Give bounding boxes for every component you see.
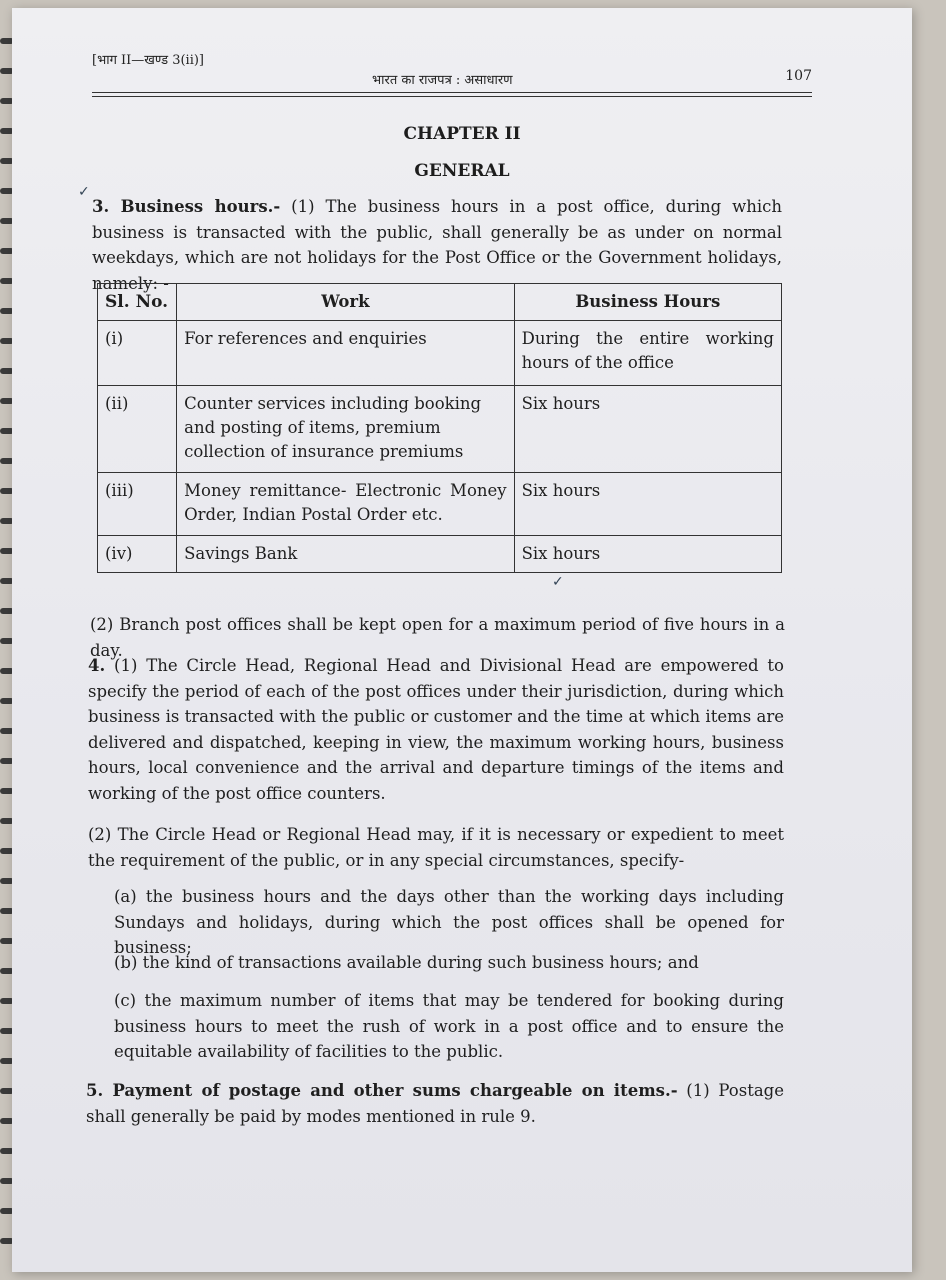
rule-5-heading: 5. Payment of postage and other sums chargeable on items.- bbox=[86, 1081, 678, 1100]
cell-work: For references and enquiries bbox=[177, 321, 514, 386]
rule-4-clause-b: (b) the kind of transactions available during such business hours; and bbox=[114, 953, 699, 972]
rule-5-text: (1) Postage shall generally be paid by modes mentioned in rule 9. bbox=[86, 1081, 784, 1126]
cell-sl-no: (i) bbox=[98, 321, 177, 386]
table-header-row bbox=[98, 284, 782, 321]
chapter-heading: CHAPTER II bbox=[403, 124, 521, 144]
rule-3-subrule-2: (2) Branch post offices shall be kept open for a maximum period of five hours in a day. bbox=[90, 615, 785, 660]
business-hours-table bbox=[97, 283, 782, 573]
section-heading: GENERAL bbox=[414, 161, 510, 181]
table-row bbox=[98, 536, 782, 573]
rule-4-paragraph-1 bbox=[88, 653, 784, 806]
table-row bbox=[98, 473, 782, 536]
handwritten-tick-mark: ✓ bbox=[78, 184, 90, 200]
header-part-label: [भाग II—खण्ड 3(ii)] bbox=[92, 53, 204, 68]
document-page bbox=[12, 8, 912, 1272]
table-row bbox=[98, 321, 782, 386]
rule-3-heading: 3. Business hours.- bbox=[92, 197, 281, 216]
rule-3-paragraph bbox=[92, 194, 782, 296]
cell-sl-no: (ii) bbox=[98, 386, 177, 473]
header-gazette-title: भारत का राजपत्र : असाधारण bbox=[372, 73, 513, 88]
header-business-hours: Business Hours bbox=[514, 284, 781, 321]
cell-sl-no: (iii) bbox=[98, 473, 177, 536]
header-sl-no: Sl. No. bbox=[98, 284, 177, 321]
cell-work: Savings Bank bbox=[177, 536, 514, 573]
cell-business-hours: Six hours bbox=[514, 386, 781, 473]
cell-business-hours: During the entire working hours of the office bbox=[514, 321, 781, 386]
page-number: 107 bbox=[785, 68, 812, 84]
rule-4-clause-a: (a) the business hours and the days other than the working days including Sundays and holidays, during which the post offices shall be opened for business; bbox=[114, 887, 784, 957]
header-work: Work bbox=[177, 284, 514, 321]
rule-3-text: (1) The business hours in a post office, during which business is transacted with the public, shall generally be as under on normal weekdays, which are not holidays for the Post Office or the Government holidays, namely: - bbox=[92, 197, 783, 293]
handwritten-tick-mark: ✓ bbox=[552, 574, 564, 590]
rule-4-paragraph-2: (2) The Circle Head or Regional Head may, if it is necessary or expedient to meet the requirement of the public, or in any special circumstances, specify- bbox=[88, 825, 784, 870]
header-rule bbox=[92, 92, 812, 97]
rule-4-number: 4. bbox=[88, 656, 106, 675]
table-row bbox=[98, 386, 782, 473]
cell-business-hours: Six hours bbox=[514, 473, 781, 536]
cell-business-hours: Six hours bbox=[514, 536, 781, 573]
cell-work: Money remittance- Electronic Money Order, Indian Postal Order etc. bbox=[177, 473, 514, 536]
cell-work: Counter services including booking and posting of items, premium collection of insurance premiums bbox=[177, 386, 514, 473]
rule-4-text-1: (1) The Circle Head, Regional Head and Divisional Head are empowered to specify the period of each of the post offices under their jurisdiction, during which business is transacted with the public or customer and the time at which items are delivered and dispatched, keeping in view, the maximum working hours, business hours, local convenience and the arrival and departure timings of the items and working of the post office counters. bbox=[88, 656, 784, 803]
rule-4-clause-c: (c) the maximum number of items that may be tendered for booking during business hours to meet the rush of work in a post office and to ensure the equitable availability of facilities to the public. bbox=[114, 991, 784, 1061]
rule-5-paragraph bbox=[86, 1078, 784, 1129]
page-header bbox=[92, 48, 812, 96]
cell-sl-no: (iv) bbox=[98, 536, 177, 573]
